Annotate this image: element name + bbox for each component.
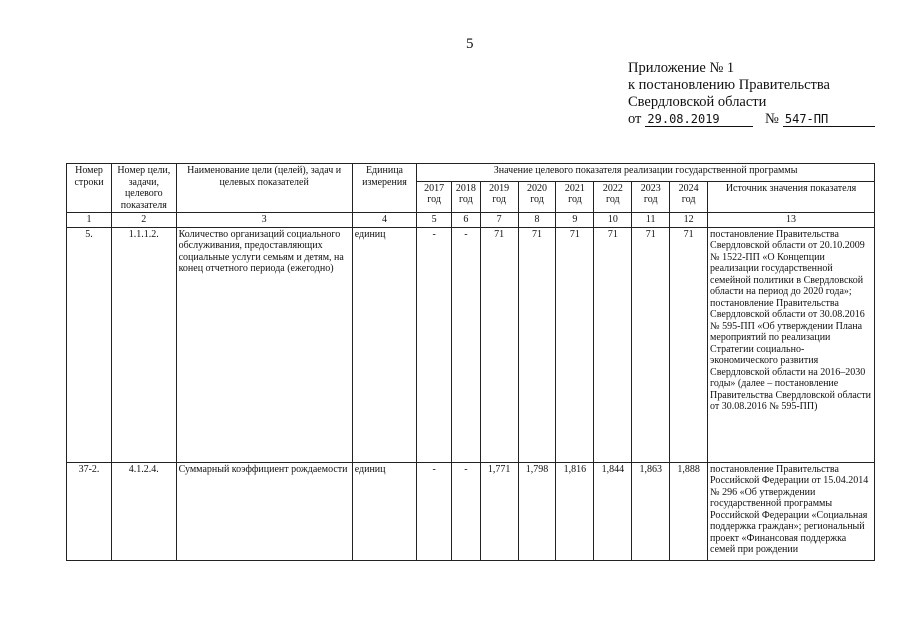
value-2022: 71 [594, 227, 632, 462]
header-year: 2022 год [594, 181, 632, 212]
indicator-name: Количество организаций социального обслуживания, предоставляющих социальные услуги семьям и детям, на конец отчетного периода (ежегодно) [176, 227, 352, 462]
from-label: от [628, 111, 642, 127]
column-number: 2 [112, 213, 177, 228]
header-name: Наименование цели (целей), задач и целевых показателей [176, 164, 352, 213]
indicator-name: Суммарный коэффициент рождаемости [176, 462, 352, 560]
value-2022: 1,844 [594, 462, 632, 560]
column-number: 6 [452, 213, 481, 228]
value-2018: - [452, 227, 481, 462]
value-2021: 1,816 [556, 462, 594, 560]
appendix-title: Приложение № 1 [628, 60, 735, 76]
header-year: 2020 год [518, 181, 556, 212]
source-text: постановление Правительства Свердловской области от 20.10.2009 № 1522-ПП «О Концепции реализации государственной семейной политики в Свердловской области на период до 2020 года»; постановление Правительства Свердловской области от 30.08.2016 № 595-ПП «Об утверждении Плана мероприятий по реализации Стратегии социально-экономического развития Свердловской области на 2016–2030 годы» (далее – постановление Правительства Свердловской области от 30.08.2016 № 595-ПП) [708, 227, 875, 462]
resolution-number: 547-ПП [783, 112, 875, 127]
column-number: 3 [176, 213, 352, 228]
header-row-number: Номер строки [67, 164, 112, 213]
value-2019: 71 [480, 227, 518, 462]
goal-code: 1.1.1.2. [112, 227, 177, 462]
value-2020: 71 [518, 227, 556, 462]
table-row [67, 462, 875, 560]
appendix-region: Свердловской области [628, 94, 767, 110]
value-2020: 1,798 [518, 462, 556, 560]
header-goal-number: Номер цели, задачи, целевого показателя [112, 164, 177, 213]
column-number: 9 [556, 213, 594, 228]
column-number: 12 [670, 213, 708, 228]
column-number: 7 [480, 213, 518, 228]
header-unit: Единица измерения [352, 164, 417, 213]
resolution-date: 29.08.2019 [645, 112, 753, 127]
column-numbers-row [67, 213, 875, 228]
header-source: Источник значения показателя [708, 181, 875, 212]
indicators-table [66, 163, 875, 561]
unit: единиц [352, 227, 417, 462]
header-year: 2023 год [632, 181, 670, 212]
header-values-group: Значение целевого показателя реализации государственной программы [417, 164, 875, 182]
header-year: 2017 год [417, 181, 452, 212]
header-year: 2024 год [670, 181, 708, 212]
column-number: 10 [594, 213, 632, 228]
page-number: 5 [466, 36, 474, 52]
column-number: 5 [417, 213, 452, 228]
table-row [67, 227, 875, 462]
value-2021: 71 [556, 227, 594, 462]
column-number: 11 [632, 213, 670, 228]
goal-code: 4.1.2.4. [112, 462, 177, 560]
column-number: 13 [708, 213, 875, 228]
source-text: постановление Правительства Российской Федерации от 15.04.2014 № 296 «Об утверждении государственной программы Российской Федерации «Социальная поддержка граждан»; региональный проект «Финансовая поддержка семей при рождении [708, 462, 875, 560]
number-label: № [765, 111, 779, 127]
column-number: 8 [518, 213, 556, 228]
value-2018: - [452, 462, 481, 560]
value-2024: 71 [670, 227, 708, 462]
row-number: 37-2. [67, 462, 112, 560]
value-2024: 1,888 [670, 462, 708, 560]
appendix-resolution: к постановлению Правительства [628, 77, 830, 93]
header-year: 2018 год [452, 181, 481, 212]
value-2023: 1,863 [632, 462, 670, 560]
column-number: 4 [352, 213, 417, 228]
header-year: 2021 год [556, 181, 594, 212]
column-number: 1 [67, 213, 112, 228]
header-year: 2019 год [480, 181, 518, 212]
value-2017: - [417, 462, 452, 560]
unit: единиц [352, 462, 417, 560]
row-number: 5. [67, 227, 112, 462]
value-2023: 71 [632, 227, 670, 462]
appendix-date-number [628, 111, 875, 128]
appendix-header [628, 60, 875, 128]
value-2019: 1,771 [480, 462, 518, 560]
value-2017: - [417, 227, 452, 462]
